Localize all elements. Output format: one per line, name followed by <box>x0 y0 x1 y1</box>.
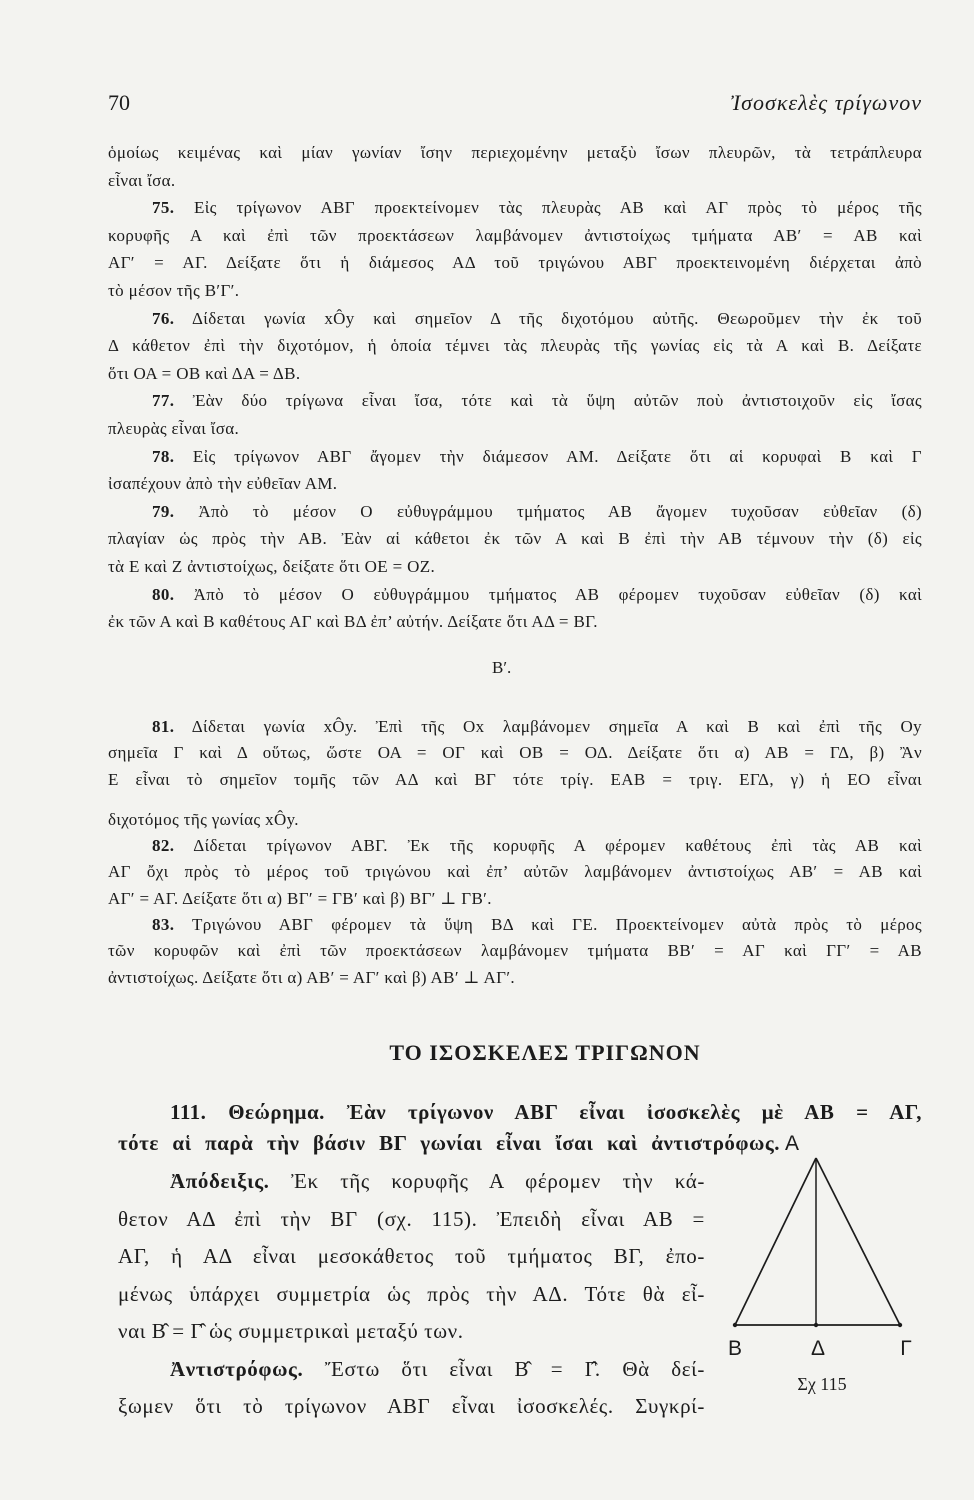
exercise-line <box>108 965 922 991</box>
exercise-line <box>108 938 922 964</box>
exercise-line <box>108 714 922 740</box>
stray-mark: Β′. <box>492 658 512 677</box>
exercise-80 <box>108 581 922 636</box>
foot-d <box>814 1323 818 1327</box>
exercise-line <box>108 360 922 388</box>
exercise-line <box>108 222 922 250</box>
exercise-number: 75. <box>152 198 175 218</box>
exercise-text: ὁμοίως κειμένας καὶ μίαν γωνίαν ἴσην περιεχομένην μεταξὺ ἴσων πλευρῶν, τὰ τετράπλευρα <box>108 143 922 162</box>
exercise-81 <box>108 714 922 833</box>
exercise-line <box>108 498 922 526</box>
exercise-82 <box>108 833 922 912</box>
exercise-83 <box>108 912 922 991</box>
exercises-block <box>108 139 922 636</box>
label-foot: Δ <box>810 1337 826 1360</box>
exercise-line <box>108 332 922 360</box>
exercise-text: Εἰς τρίγωνον ΑΒΓ προεκτείνομεν τὰς πλευρὰς ΑΒ καὶ ΑΓ πρὸς τὸ μέρος τῆς <box>194 198 922 218</box>
exercise-line <box>108 443 922 471</box>
proof-line <box>118 1238 705 1276</box>
proof-line <box>118 1276 705 1314</box>
exercise-line <box>108 139 922 167</box>
exercise-text: τὸ μέσον τῆς Β′Γ′. <box>108 280 240 300</box>
proof-text: ναι Β̂ = Γ̂ ὡς συμμετρικαὶ μεταξύ των. <box>118 1319 464 1343</box>
exercise-text: πλευρὰς εἶναι ἴσα. <box>108 418 240 438</box>
label-apex: Α <box>784 1132 800 1155</box>
exercise-line <box>108 167 922 195</box>
exercise-line <box>108 859 922 885</box>
exercise-text: ὅτι ΟΑ = ΟΒ καὶ ΔΑ = ΔΒ. <box>108 363 301 383</box>
exercise-number: 76. <box>152 308 175 328</box>
converse-label: Ἀντιστρόφως. <box>170 1356 304 1381</box>
side-ag <box>816 1158 900 1325</box>
exercise-line <box>108 767 922 793</box>
exercise-text: Εἰς τρίγωνον ΑΒΓ ἄγομεν τὴν διάμεσον ΑΜ. Δείξατε ὅτι αἱ κορυφαὶ Β καὶ Γ <box>192 446 922 466</box>
theorem-text: τότε αἱ παρὰ τὴν βάσιν ΒΓ γωνίαι εἶναι ἴσαι καὶ ἀντιστρόφως. <box>118 1131 780 1155</box>
proof-text: μένως ὑπάρχει συμμετρία ὡς πρὸς τὴν ΑΔ. Τότε θὰ εἶ- <box>118 1281 705 1306</box>
exercise-line <box>108 277 922 305</box>
figure-caption: Σχ 115 <box>797 1374 847 1394</box>
proof-label: Ἀπόδειξις. <box>170 1169 270 1193</box>
exercise-75 <box>108 194 922 304</box>
exercise-76 <box>108 305 922 388</box>
exercise-text: Ἐὰν δύο τρίγωνα εἶναι ἴσα, τότε καὶ τὰ ὕψη αὐτῶν ποὺ ἀντιστοιχοῦν εἰς ἴσας <box>192 391 922 411</box>
exercise-text: Δίδεται γωνία xÔy. Ἐπὶ τῆς Οx λαμβάνομεν σημεῖα Α καὶ Β καὶ ἐπὶ τῆς Οy <box>191 717 922 736</box>
exercise-text: Ε εἶναι τὸ σημεῖον τομῆς τῶν ΑΔ καὶ ΒΓ τότε τρίγ. ΕΑΒ = τριγ. ΕΓΔ, γ) ἡ ΕΟ εἶναι <box>108 769 922 789</box>
exercise-line <box>108 249 922 277</box>
exercise-text: εἶναι ἴσα. <box>108 170 176 190</box>
exercise-line <box>108 525 922 553</box>
exercise-line <box>108 807 922 833</box>
exercise-text: Δίδεται γωνία xÔy καὶ σημεῖον Δ τῆς διχοτόμου αὐτῆς. Θεωροῦμεν τὴν ἐκ τοῦ <box>192 308 922 328</box>
exercise-text: κορυφῆς Α καὶ ἐπὶ τῶν προεκτάσεων λαμβάνομεν ἀντιστοίχως τμήματα ΑΒ′ = ΑΒ καὶ <box>108 225 922 245</box>
page-number: 70 <box>108 90 130 115</box>
exercise-line <box>108 833 922 859</box>
exercise-text: διχοτόμος τῆς γωνίας xÔy. <box>108 809 299 829</box>
exercise-number: 82. <box>152 836 175 856</box>
exercise-text: Τριγώνου ΑΒΓ φέρομεν τὰ ὕψη ΒΔ καὶ ΓΕ. Προεκτείνομεν αὐτὰ πρὸς τὸ μέρος <box>192 915 922 935</box>
exercise-text: Ἀπὸ τὸ μέσον Ο εὐθυγράμμου τμήματος ΑΒ ἄγομεν τυχοῦσαν εὐθεῖαν (δ) <box>198 501 922 521</box>
vertex-b <box>733 1323 737 1327</box>
exercise-number: 83. <box>152 915 175 935</box>
exercises-block <box>108 714 922 991</box>
exercise-number: 79. <box>152 501 175 521</box>
theorem-number: 111. <box>170 1100 207 1124</box>
section-title: ΤΟ ΙΣΟΣΚΕΛΕΣ ΤΡΙΓΩΝΟΝ <box>389 1040 701 1065</box>
exercise-text: τὰ Ε καὶ Ζ ἀντιστοίχως, δείξατε ὅτι ΟΕ = ΟΖ. <box>108 556 436 576</box>
exercise-79 <box>108 498 922 581</box>
exercise-line <box>108 608 922 636</box>
exercise-line <box>108 740 922 766</box>
theorem-label: Θεώρημα. <box>228 1100 325 1124</box>
exercise-78 <box>108 443 922 498</box>
exercise-line <box>108 581 922 609</box>
exercise-line <box>108 470 922 498</box>
exercise-number: 77. <box>152 391 175 411</box>
exercise-text: ἐκ τῶν Α καὶ Β καθέτους ΑΓ καὶ ΒΔ ἐπ’ αὐτήν. Δείξατε ὅτι ΑΔ = ΒΓ. <box>108 612 598 632</box>
exercise-line <box>108 194 922 222</box>
exercise-text: Ἀπὸ τὸ μέσον Ο εὐθυγράμμου τμήματος ΑΒ φέρομεν τυχοῦσαν εὐθεῖαν (δ) καὶ <box>193 584 922 604</box>
vertex-g <box>898 1323 902 1327</box>
exercise-text: πλαγίαν ὡς πρὸς τὴν ΑΒ. Ἐὰν αἱ κάθετοι ἐκ τῶν Α καὶ Β ἐπὶ τὴν ΑΒ τέμνουν τὴν (δ) εἰς <box>108 529 922 549</box>
exercise-text: τῶν κορυφῶν καὶ ἐπὶ τῶν προεκτάσεων λαμβάνομεν τμήματα ΒΒ′ = ΑΓ καὶ ΓΓ′ = ΑΒ <box>108 941 922 961</box>
proof-line <box>118 1163 705 1201</box>
figure-115-triangle <box>700 1125 940 1405</box>
exercise-text: ἀντιστοίχως. Δείξατε ὅτι α) ΑΒ′ = ΑΓ′ καὶ β) ΑΒ′ ⊥ ΑΓ′. <box>108 967 516 987</box>
exercise-number: 78. <box>152 446 175 466</box>
proof-text: Ἐκ τῆς κορυφῆς Α φέρομεν τὴν κά- <box>291 1169 705 1193</box>
exercise-line <box>108 415 922 443</box>
exercise-line <box>108 305 922 333</box>
exercise-number: 80. <box>152 584 175 604</box>
exercise-text: ἰσαπέχουν ἀπὸ τὴν εὐθεῖαν ΑΜ. <box>108 474 338 494</box>
exercise-text: ΑΓ ὄχι πρὸς τὸ μέρος τοῦ τριγώνου καὶ ἐπ’ αὐτῶν λαμβάνομεν ἀντιστοίχως ΑΒ′ = ΑΒ καὶ <box>108 862 922 882</box>
exercise-line <box>108 912 922 938</box>
label-right: Γ <box>900 1337 912 1360</box>
exercise-line <box>108 886 922 912</box>
converse-text: ξωμεν ὅτι τὸ τρίγωνον ΑΒΓ εἶναι ἰσοσκελές. Συγκρί- <box>118 1394 705 1418</box>
exercise-text: Δ κάθετον ἐπὶ τὴν διχοτόμον, ἡ ὁποία τέμνει τὰς πλευρὰς τῆς γωνίας εἰς τὰ Α καὶ Β. Δείξατε <box>108 336 922 356</box>
proof-line <box>118 1313 705 1351</box>
side-ab <box>735 1158 816 1325</box>
proof-line <box>118 1201 705 1239</box>
proof-text: ΑΓ, ἡ ΑΔ εἶναι μεσοκάθετος τοῦ τμήματος ΒΓ, ἐπο- <box>118 1244 705 1268</box>
theorem-line <box>118 1128 780 1159</box>
exercise-77 <box>108 387 922 442</box>
proof-block <box>118 1163 705 1426</box>
label-left: Β <box>727 1337 743 1360</box>
exercise-line <box>108 387 922 415</box>
running-title: Ἰσοσκελὲς τρίγωνον <box>730 90 922 115</box>
converse-text: Ἔστω ὅτι εἶναι Β̂ = Γ̂. Θὰ δεί- <box>324 1356 705 1381</box>
exercise-continuation <box>108 139 922 194</box>
converse-line <box>118 1388 705 1426</box>
theorem-text: Ἐὰν τρίγωνον ΑΒΓ εἶναι ἰσοσκελὲς μὲ ΑΒ = ΑΓ, <box>346 1100 922 1124</box>
proof-text: θετον ΑΔ ἐπὶ τὴν ΒΓ (σχ. 115). Ἐπειδὴ εἶναι ΑΒ = <box>118 1206 705 1231</box>
theorem-line <box>118 1097 922 1128</box>
converse-line <box>118 1351 705 1389</box>
exercise-text: ΑΓ′ = ΑΓ. Δείξατε ὅτι α) ΒΓ′ = ΓΒ′ καὶ β) ΒΓ′ ⊥ ΓΒ′. <box>108 888 492 908</box>
exercise-text: σημεῖα Γ καὶ Δ οὕτως, ὥστε ΟΑ = ΟΓ καὶ ΟΒ = ΟΔ. Δείξατε ὅτι α) ΑΒ = ΓΔ, β) Ἂν <box>108 743 922 763</box>
exercise-number: 81. <box>152 717 175 736</box>
exercise-text: Δίδεται τρίγωνον ΑΒΓ. Ἐκ τῆς κορυφῆς Α φέρομεν καθέτους ἐπὶ τὰς ΑΒ καὶ <box>193 836 922 856</box>
exercise-text: ΑΓ′ = ΑΓ. Δείξατε ὅτι ἡ διάμεσος ΑΔ τοῦ τριγώνου ΑΒΓ προεκτεινομένη διέρχεται ἀπὸ <box>108 253 922 273</box>
exercise-line <box>108 553 922 581</box>
